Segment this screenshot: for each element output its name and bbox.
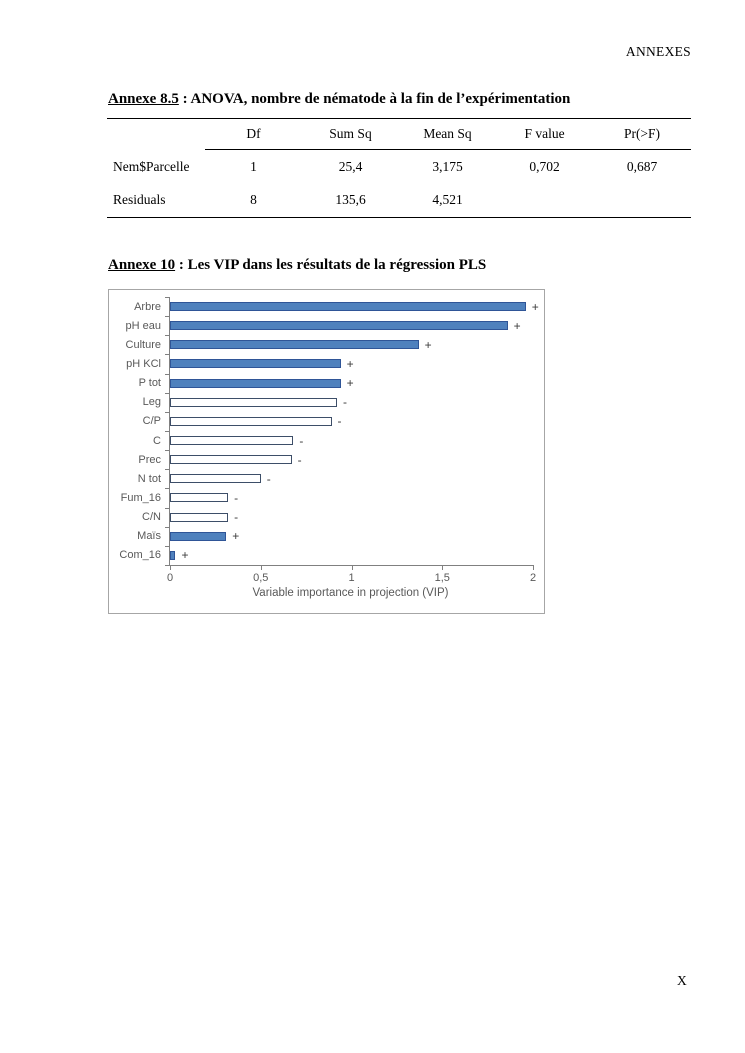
category-label: C — [153, 434, 161, 447]
bar-row — [170, 412, 533, 431]
x-axis-tick — [261, 565, 262, 570]
y-axis-tick — [165, 431, 169, 432]
bar-row — [170, 450, 533, 469]
bar-row — [170, 297, 539, 316]
running-header: ANNEXES — [625, 44, 691, 59]
category-label: Leg — [142, 396, 161, 409]
category-label: Arbre — [134, 300, 161, 313]
y-axis-tick — [165, 450, 169, 451]
anova-cell: 0,702 — [529, 158, 560, 174]
anova-table-body — [107, 150, 691, 218]
vip-bar — [170, 513, 228, 522]
bar-row — [170, 546, 533, 565]
bar-row — [170, 508, 533, 527]
x-axis-tick-label: 1,5 — [434, 572, 450, 584]
y-axis-tick — [165, 508, 169, 509]
x-axis-tick — [170, 565, 171, 570]
anova-cell — [496, 184, 593, 218]
vip-bar — [170, 398, 337, 407]
x-axis-tick — [442, 565, 443, 570]
y-axis-tick — [165, 412, 169, 413]
bar-row — [170, 488, 533, 507]
loading-sign: + — [346, 356, 354, 371]
y-axis-tick — [165, 546, 169, 547]
anova-table-row — [107, 150, 691, 184]
category-label: pH KCl — [126, 357, 161, 370]
anova-header-cell: Df — [205, 119, 302, 150]
anova-cell: 135,6 — [335, 192, 366, 208]
category-label: N tot — [137, 472, 161, 485]
bar-row — [170, 335, 533, 354]
annexe-10-title-rest: : Les VIP dans les résultats de la régression PLS — [175, 257, 487, 273]
category-label: P tot — [138, 377, 161, 390]
y-axis-tick — [165, 527, 169, 528]
anova-header-cell: Mean Sq — [399, 119, 496, 150]
vip-bar — [170, 302, 526, 311]
bar-row — [170, 354, 533, 373]
anova-cell: 1 — [250, 158, 257, 174]
x-axis-tick-label: 0 — [166, 572, 174, 584]
anova-header-row — [107, 119, 691, 150]
anova-header-cell: F value — [496, 119, 593, 150]
category-label: Com_16 — [119, 549, 161, 562]
loading-sign: + — [181, 548, 189, 563]
bar-row — [170, 316, 533, 335]
anova-cell: 4,521 — [432, 192, 463, 208]
category-labels — [109, 297, 161, 565]
category-label: C/N — [142, 511, 161, 524]
loading-sign: - — [342, 395, 347, 410]
anova-cell: 3,175 — [432, 158, 463, 174]
anova-cell — [593, 184, 691, 218]
anova-cell: 0,687 — [626, 158, 658, 174]
anova-table-row — [107, 184, 691, 218]
vip-bar — [170, 493, 228, 502]
bar-row — [170, 431, 533, 450]
loading-sign: - — [297, 452, 302, 467]
anova-header-cell: Sum Sq — [302, 119, 399, 150]
annexe-85-title-rest: : ANOVA, nombre de nématode à la fin de l’expérimentation — [178, 91, 571, 107]
category-label: Prec — [138, 453, 161, 466]
anova-table — [107, 118, 691, 218]
vip-bar — [170, 532, 226, 541]
y-axis-tick — [165, 393, 169, 394]
category-label: C/P — [142, 415, 161, 428]
vip-bar — [170, 379, 341, 388]
loading-sign: + — [531, 299, 539, 314]
vip-bar-chart — [108, 289, 545, 614]
y-axis-tick — [165, 354, 169, 355]
anova-cell: 25,4 — [338, 158, 363, 174]
x-axis-tick — [533, 565, 534, 570]
y-axis-tick — [165, 469, 169, 470]
vip-bar — [170, 455, 292, 464]
loading-sign: - — [337, 414, 342, 429]
vip-bar — [170, 321, 508, 330]
category-label: pH eau — [125, 319, 161, 332]
vip-bar — [170, 359, 341, 368]
loading-sign: + — [232, 529, 240, 544]
loading-sign: - — [299, 433, 304, 448]
loading-sign: + — [513, 318, 521, 333]
anova-row-label: Nem$Parcelle — [113, 158, 190, 174]
plot-area — [166, 297, 539, 584]
bar-row — [170, 469, 533, 488]
bar-row — [170, 393, 533, 412]
annexe-10-label: Annexe 10 — [108, 257, 176, 273]
y-axis-tick — [165, 335, 169, 336]
anova-cell: 8 — [250, 192, 257, 208]
y-axis-tick — [165, 565, 169, 566]
loading-sign: - — [266, 471, 271, 486]
loading-sign: - — [234, 510, 239, 525]
loading-sign: + — [346, 376, 354, 391]
category-label: Maïs — [137, 530, 161, 543]
x-axis-title: Variable importance in projection (VIP) — [252, 587, 449, 599]
vip-bar — [170, 340, 419, 349]
category-label: Fum_16 — [120, 491, 161, 504]
vip-bar — [170, 474, 261, 483]
annexe-85-label: Annexe 8.5 — [108, 91, 179, 107]
y-axis-tick — [165, 316, 169, 317]
anova-header-cell: Pr(>F) — [593, 119, 691, 150]
anova-header-empty — [107, 119, 205, 150]
y-axis-tick — [165, 297, 169, 298]
vip-bar — [170, 417, 332, 426]
loading-sign: - — [234, 490, 239, 505]
bar-row — [170, 527, 533, 546]
bar-row — [170, 374, 533, 393]
x-axis-tick — [352, 565, 353, 570]
anova-row-label: Residuals — [113, 192, 166, 208]
x-axis-tick-label: 2 — [529, 572, 537, 584]
loading-sign: + — [424, 337, 432, 352]
annexe-10-title — [108, 257, 486, 274]
category-label: Culture — [125, 338, 161, 351]
page-number: X — [677, 973, 687, 988]
vip-bar — [170, 551, 175, 560]
vip-bar — [170, 436, 293, 445]
y-axis-tick — [165, 488, 169, 489]
y-axis-tick — [165, 374, 169, 375]
annexe-85-title — [108, 91, 570, 108]
x-axis-tick-label: 0,5 — [253, 572, 269, 584]
x-axis-tick-label: 1 — [348, 572, 355, 584]
